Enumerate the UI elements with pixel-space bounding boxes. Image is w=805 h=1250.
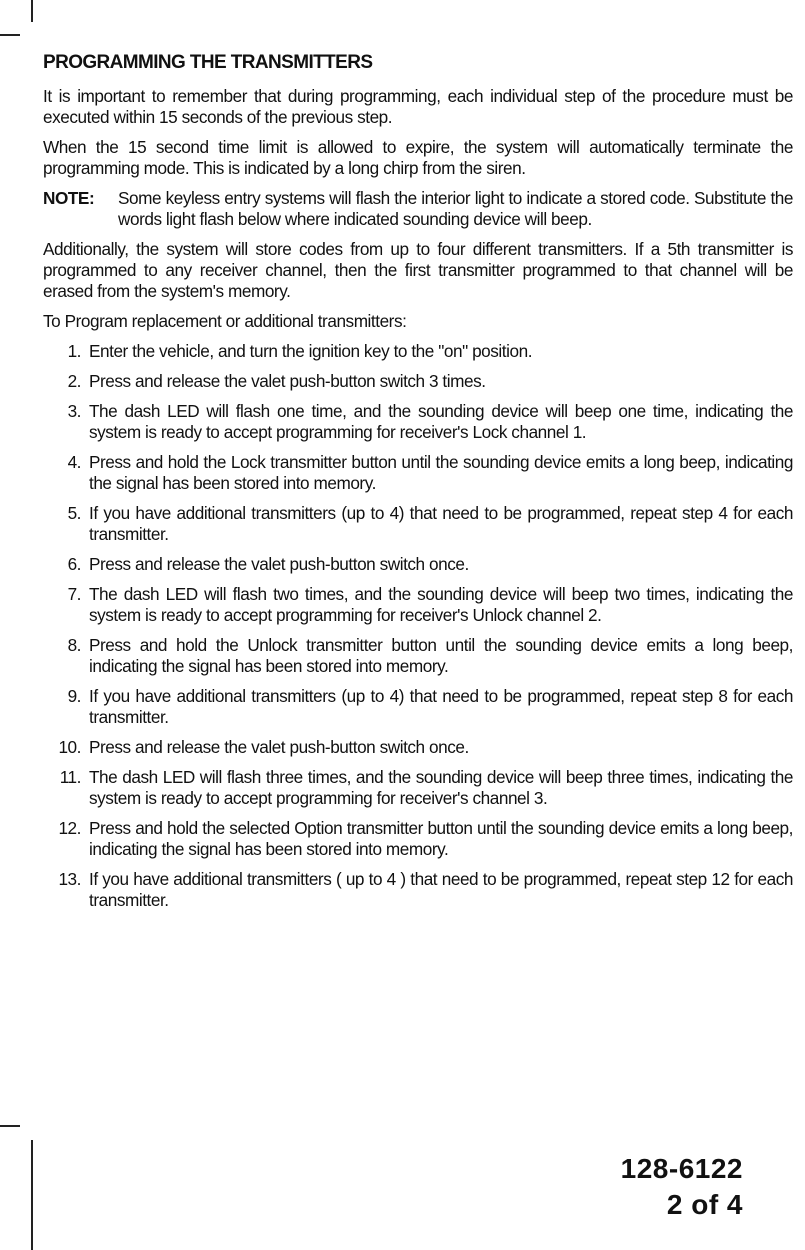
crop-mark-bottom	[31, 1140, 33, 1250]
step-text: Enter the vehicle, and turn the ignition key to the "on" position.	[89, 341, 533, 361]
step-number: 13.	[58, 869, 81, 889]
step-text: Press and hold the Lock transmitter button until the sounding device emits a long beep, indicating the signal has been stored into memory.	[89, 452, 793, 493]
step-text: The dash LED will flash one time, and the sounding device will beep one time, indicating the system is ready to accept programming for receiver's Lock channel 1.	[89, 401, 793, 442]
step-number: 10.	[58, 737, 81, 757]
note-block	[43, 188, 793, 230]
step-item	[43, 818, 793, 860]
step-text: If you have additional transmitters ( up to 4 ) that need to be programmed, repeat step 12 for each transmitter.	[89, 869, 793, 910]
step-text: If you have additional transmitters (up to 4) that need to be programmed, repeat step 8 for each transmitter.	[89, 686, 793, 727]
document-body	[43, 52, 793, 920]
step-number: 6.	[67, 554, 81, 574]
step-number: 11.	[59, 767, 81, 787]
timeout-paragraph: When the 15 second time limit is allowed to expire, the system will automatically terminate the programming mode. This is indicated by a long chirp from the siren.	[43, 137, 793, 178]
crop-mark-bottom-left	[0, 1125, 20, 1127]
steps-list	[43, 341, 793, 911]
step-item	[43, 503, 793, 545]
step-text: Press and hold the selected Option transmitter button until the sounding device emits a long beep, indicating the signal has been stored into memory.	[89, 818, 793, 859]
note-text: Some keyless entry systems will flash the interior light to indicate a stored code. Substitute the words light flash below where indicated sounding device will beep.	[118, 188, 793, 229]
step-number: 2.	[67, 371, 81, 391]
step-item	[43, 452, 793, 494]
step-item	[43, 554, 793, 575]
step-text: Press and release the valet push-button switch 3 times.	[89, 371, 486, 391]
step-item	[43, 869, 793, 911]
step-item	[43, 341, 793, 362]
page-footer	[621, 1151, 743, 1223]
step-number: 4.	[67, 452, 81, 472]
crop-mark-top-left	[0, 34, 20, 36]
step-item	[43, 737, 793, 758]
step-item	[43, 584, 793, 626]
step-number: 3.	[67, 401, 81, 421]
step-item	[43, 686, 793, 728]
timing-paragraph: It is important to remember that during programming, each individual step of the procedure must be executed within 15 seconds of the previous step.	[43, 86, 793, 127]
step-text: Press and release the valet push-button switch once.	[89, 737, 469, 757]
document-number: 128-6122	[620, 1153, 743, 1184]
step-item	[43, 767, 793, 809]
step-number: 7.	[67, 584, 81, 604]
step-item	[43, 371, 793, 392]
additional-paragraph: Additionally, the system will store codes from up to four different transmitters. If a 5th transmitter is programmed to any receiver channel, then the first transmitter programmed to that channel will be erased from the system's memory.	[43, 239, 793, 301]
step-number: 5.	[67, 503, 81, 523]
page-number: 2 of 4	[666, 1189, 743, 1220]
step-item	[43, 635, 793, 677]
step-number: 12.	[58, 818, 81, 838]
step-text: If you have additional transmitters (up to 4) that need to be programmed, repeat step 4 for each transmitter.	[89, 503, 793, 544]
step-text: The dash LED will flash two times, and the sounding device will beep two times, indicating the system is ready to accept programming for receiver's Unlock channel 2.	[89, 584, 793, 625]
crop-mark-top	[31, 0, 33, 22]
steps-intro: To Program replacement or additional transmitters:	[43, 311, 407, 331]
note-label: NOTE:	[43, 188, 95, 208]
step-item	[43, 401, 793, 443]
step-text: Press and hold the Unlock transmitter button until the sounding device emits a long beep, indicating the signal has been stored into memory.	[89, 635, 793, 676]
step-number: 8.	[67, 635, 81, 655]
page-title: PROGRAMMING THE TRANSMITTERS	[43, 52, 373, 73]
step-number: 1.	[67, 341, 81, 361]
step-number: 9.	[67, 686, 81, 706]
step-text: The dash LED will flash three times, and the sounding device will beep three times, indicating the system is ready to accept programming for receiver's channel 3.	[89, 767, 793, 808]
step-text: Press and release the valet push-button switch once.	[89, 554, 469, 574]
